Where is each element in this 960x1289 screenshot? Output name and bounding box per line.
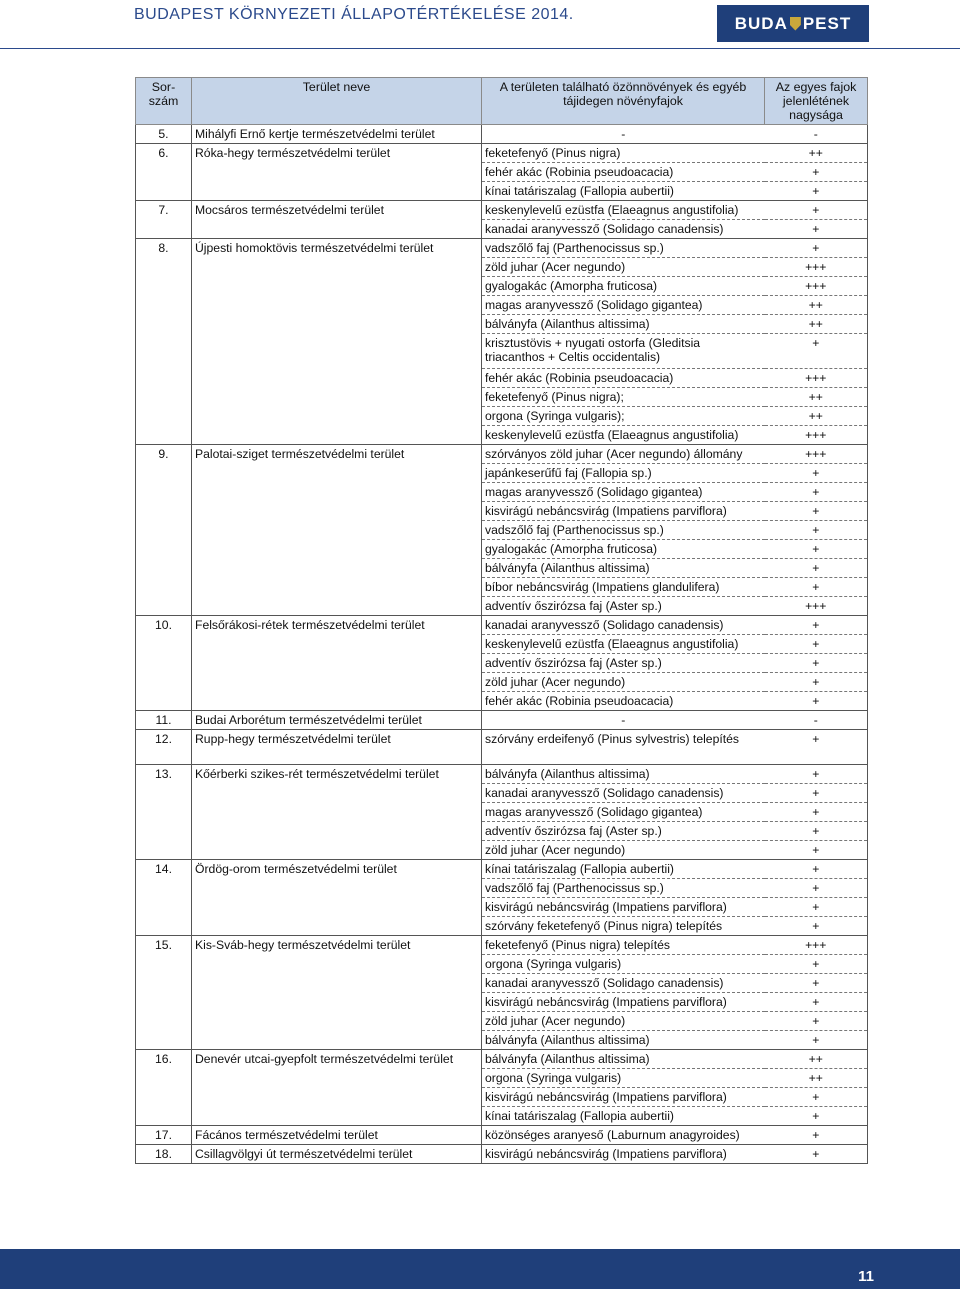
species-cell: magas aranyvessző (Solidago gigantea) [482, 803, 765, 822]
abundance-cell: ++ [765, 296, 868, 315]
table-header-row [136, 78, 868, 125]
table-row [136, 1050, 868, 1069]
abundance-cell: + [765, 822, 868, 841]
area-name: Kis-Sváb-hegy természetvédelmi terület [192, 936, 482, 1050]
species-cell: - [482, 711, 765, 730]
row-number: 12. [136, 730, 192, 765]
species-cell: adventív őszirózsa faj (Aster sp.) [482, 597, 765, 616]
area-name: Budai Arborétum természetvédelmi terület [192, 711, 482, 730]
area-name: Róka-hegy természetvédelmi terület [192, 144, 482, 201]
row-number: 8. [136, 239, 192, 445]
species-cell: orgona (Syringa vulgaris) [482, 955, 765, 974]
species-cell: magas aranyvessző (Solidago gigantea) [482, 296, 765, 315]
species-cell: kisvirágú nebáncsvirág (Impatiens parviflora) [482, 1145, 765, 1164]
abundance-cell: + [765, 803, 868, 822]
abundance-cell: + [765, 220, 868, 239]
table-row [136, 765, 868, 784]
table-row [136, 445, 868, 464]
species-cell: kínai tatáriszalag (Fallopia aubertii) [482, 860, 765, 879]
abundance-cell: ++ [765, 144, 868, 163]
species-cell: kisvirágú nebáncsvirág (Impatiens parviflora) [482, 993, 765, 1012]
species-cell: kanadai aranyvessző (Solidago canadensis) [482, 974, 765, 993]
table-row [136, 860, 868, 879]
abundance-cell: + [765, 654, 868, 673]
species-cell: bálványfa (Ailanthus altissima) [482, 765, 765, 784]
species-cell: bíbor nebáncsvirág (Impatiens glandulifera) [482, 578, 765, 597]
row-number: 6. [136, 144, 192, 201]
area-name: Felsőrákosi-rétek természetvédelmi terület [192, 616, 482, 711]
table-row [136, 1145, 868, 1164]
area-name: Ördög-orom természetvédelmi terület [192, 860, 482, 936]
species-cell: keskenylevelű ezüstfa (Elaeagnus angustifolia) [482, 201, 765, 220]
species-cell: magas aranyvessző (Solidago gigantea) [482, 483, 765, 502]
row-number: 16. [136, 1050, 192, 1126]
species-cell: gyalogakác (Amorpha fruticosa) [482, 540, 765, 559]
species-cell: feketefenyő (Pinus nigra) [482, 144, 765, 163]
species-cell: bálványfa (Ailanthus altissima) [482, 315, 765, 334]
area-name: Kőérberki szikes-rét természetvédelmi terület [192, 765, 482, 860]
abundance-cell: +++ [765, 369, 868, 388]
abundance-cell: +++ [765, 426, 868, 445]
abundance-cell: - [765, 125, 868, 144]
abundance-cell: ++ [765, 1069, 868, 1088]
abundance-cell: + [765, 1145, 868, 1164]
species-cell: fehér akác (Robinia pseudoacacia) [482, 692, 765, 711]
logo-text-right: PEST [802, 13, 852, 33]
abundance-cell: + [765, 860, 868, 879]
species-cell: vadszőlő faj (Parthenocissus sp.) [482, 521, 765, 540]
species-cell: keskenylevelű ezüstfa (Elaeagnus angustifolia) [482, 635, 765, 654]
page-number: 11 [858, 1268, 874, 1285]
species-cell: fehér akác (Robinia pseudoacacia) [482, 163, 765, 182]
abundance-cell: + [765, 464, 868, 483]
table-row [136, 711, 868, 730]
footer-bar [0, 1249, 960, 1289]
header-divider [0, 48, 960, 49]
species-cell: keskenylevelű ezüstfa (Elaeagnus angustifolia) [482, 426, 765, 445]
species-cell: közönséges aranyeső (Laburnum anagyroides) [482, 1126, 765, 1145]
table-row [136, 936, 868, 955]
species-cell: kisvirágú nebáncsvirág (Impatiens parviflora) [482, 898, 765, 917]
abundance-cell: + [765, 616, 868, 635]
abundance-cell: + [765, 182, 868, 201]
abundance-cell: + [765, 1107, 868, 1126]
species-cell: zöld juhar (Acer negundo) [482, 1012, 765, 1031]
abundance-cell: + [765, 1126, 868, 1145]
abundance-cell: +++ [765, 445, 868, 464]
species-cell: szórványos zöld juhar (Acer negundo) állomány [482, 445, 765, 464]
area-name: Denevér utcai-gyepfolt természetvédelmi terület [192, 1050, 482, 1126]
area-name: Újpesti homoktövis természetvédelmi terület [192, 239, 482, 445]
abundance-cell: + [765, 765, 868, 784]
table-body [136, 125, 868, 1164]
species-cell: orgona (Syringa vulgaris) [482, 1069, 765, 1088]
area-name: Palotai-sziget természetvédelmi terület [192, 445, 482, 616]
abundance-cell: - [765, 711, 868, 730]
table-row [136, 616, 868, 635]
species-cell: kisvirágú nebáncsvirág (Impatiens parviflora) [482, 1088, 765, 1107]
species-cell: kanadai aranyvessző (Solidago canadensis) [482, 220, 765, 239]
abundance-cell: + [765, 898, 868, 917]
abundance-cell: + [765, 879, 868, 898]
species-cell: adventív őszirózsa faj (Aster sp.) [482, 654, 765, 673]
abundance-cell: + [765, 692, 868, 711]
species-table [135, 77, 868, 1164]
species-cell: zöld juhar (Acer negundo) [482, 673, 765, 692]
logo-text-left: BUDA [734, 13, 788, 33]
document-header-title: BUDAPEST KÖRNYEZETI ÁLLAPOTÉRTÉKELÉSE 2014. [134, 6, 574, 23]
abundance-cell: + [765, 483, 868, 502]
species-cell: - [482, 125, 765, 144]
abundance-cell: ++ [765, 315, 868, 334]
abundance-cell: ++ [765, 407, 868, 426]
abundance-cell: + [765, 1012, 868, 1031]
species-cell: fehér akác (Robinia pseudoacacia) [482, 369, 765, 388]
row-number: 17. [136, 1126, 192, 1145]
crest-icon [790, 17, 801, 31]
species-cell: adventív őszirózsa faj (Aster sp.) [482, 822, 765, 841]
abundance-cell: + [765, 559, 868, 578]
row-number: 9. [136, 445, 192, 616]
table-row [136, 125, 868, 144]
species-cell: gyalogakác (Amorpha fruticosa) [482, 277, 765, 296]
table-row [136, 1126, 868, 1145]
column-header-abundance: Az egyes fajok jelenlétének nagysága [765, 78, 868, 125]
species-cell: kínai tatáriszalag (Fallopia aubertii) [482, 182, 765, 201]
abundance-cell: +++ [765, 936, 868, 955]
area-name: Csillagvölgyi út természetvédelmi terület [192, 1145, 482, 1164]
row-number: 14. [136, 860, 192, 936]
species-cell: orgona (Syringa vulgaris); [482, 407, 765, 426]
species-cell: bálványfa (Ailanthus altissima) [482, 1050, 765, 1069]
abundance-cell: + [765, 201, 868, 220]
column-header-species: A területen található özönnövények és egyéb tájidegen növényfajok [482, 78, 765, 125]
abundance-cell: + [765, 993, 868, 1012]
abundance-cell: + [765, 730, 868, 765]
table-row [136, 239, 868, 258]
species-cell: japánkeserűfű faj (Fallopia sp.) [482, 464, 765, 483]
abundance-cell: + [765, 163, 868, 182]
species-cell: vadszőlő faj (Parthenocissus sp.) [482, 239, 765, 258]
species-cell: szórvány erdeifenyő (Pinus sylvestris) telepítés [482, 730, 765, 765]
area-name: Mocsáros természetvédelmi terület [192, 201, 482, 239]
column-header-area: Terület neve [192, 78, 482, 125]
abundance-cell: + [765, 239, 868, 258]
table-row [136, 201, 868, 220]
species-cell: bálványfa (Ailanthus altissima) [482, 559, 765, 578]
abundance-cell: ++ [765, 1050, 868, 1069]
abundance-cell: +++ [765, 258, 868, 277]
abundance-cell: + [765, 540, 868, 559]
species-cell: vadszőlő faj (Parthenocissus sp.) [482, 879, 765, 898]
abundance-cell: + [765, 1031, 868, 1050]
species-cell: zöld juhar (Acer negundo) [482, 841, 765, 860]
area-name: Fácános természetvédelmi terület [192, 1126, 482, 1145]
species-cell: feketefenyő (Pinus nigra); [482, 388, 765, 407]
species-cell: kanadai aranyvessző (Solidago canadensis) [482, 784, 765, 803]
area-name: Mihályfi Ernő kertje természetvédelmi terület [192, 125, 482, 144]
abundance-cell: + [765, 635, 868, 654]
abundance-cell: + [765, 673, 868, 692]
row-number: 11. [136, 711, 192, 730]
species-cell: zöld juhar (Acer negundo) [482, 258, 765, 277]
row-number: 7. [136, 201, 192, 239]
abundance-cell: ++ [765, 388, 868, 407]
table-row [136, 730, 868, 765]
species-cell: kanadai aranyvessző (Solidago canadensis) [482, 616, 765, 635]
species-cell: feketefenyő (Pinus nigra) telepítés [482, 936, 765, 955]
table-row [136, 144, 868, 163]
abundance-cell: + [765, 955, 868, 974]
abundance-cell: + [765, 917, 868, 936]
row-number: 13. [136, 765, 192, 860]
row-number: 18. [136, 1145, 192, 1164]
abundance-cell: + [765, 334, 868, 369]
abundance-cell: + [765, 841, 868, 860]
abundance-cell: + [765, 1088, 868, 1107]
area-name: Rupp-hegy természetvédelmi terület [192, 730, 482, 765]
row-number: 10. [136, 616, 192, 711]
abundance-cell: + [765, 578, 868, 597]
species-cell: kínai tatáriszalag (Fallopia aubertii) [482, 1107, 765, 1126]
species-cell: krisztustövis + nyugati ostorfa (Gleditsia triacanthos + Celtis occidentalis) [482, 334, 765, 369]
species-cell: kisvirágú nebáncsvirág (Impatiens parviflora) [482, 502, 765, 521]
row-number: 5. [136, 125, 192, 144]
abundance-cell: + [765, 974, 868, 993]
row-number: 15. [136, 936, 192, 1050]
budapest-logo [717, 5, 869, 42]
abundance-cell: +++ [765, 597, 868, 616]
abundance-cell: +++ [765, 277, 868, 296]
abundance-cell: + [765, 521, 868, 540]
abundance-cell: + [765, 784, 868, 803]
column-header-number: Sor- szám [136, 78, 192, 125]
species-cell: bálványfa (Ailanthus altissima) [482, 1031, 765, 1050]
species-cell: szórvány feketefenyő (Pinus nigra) telepítés [482, 917, 765, 936]
abundance-cell: + [765, 502, 868, 521]
